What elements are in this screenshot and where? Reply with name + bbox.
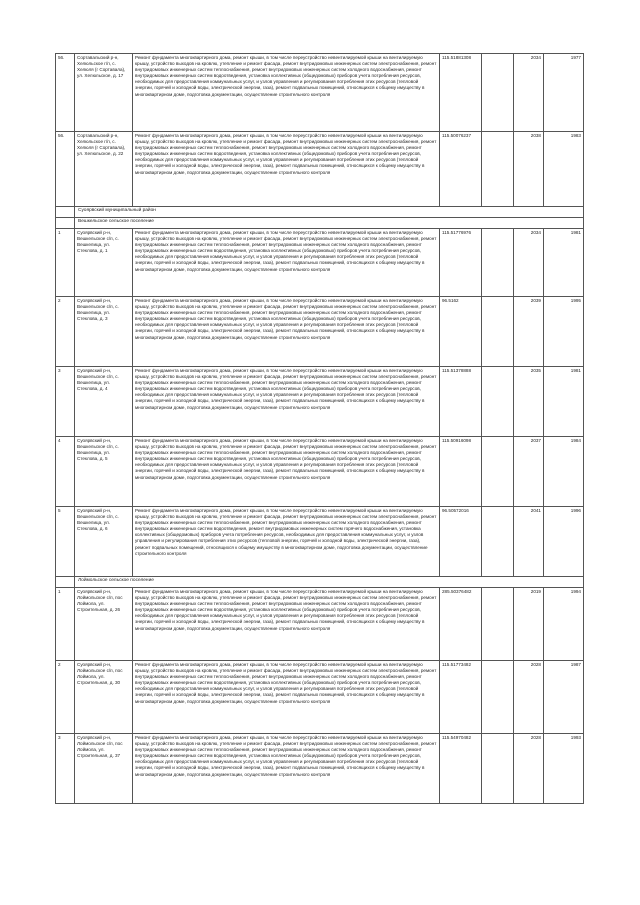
- address-cell: Сортавальский р-н, Хелюльское г/п, с. Хелюля (г Сортавала), ул. Хелюльское, д. 17: [75, 54, 133, 132]
- table-row: [56, 132, 584, 207]
- works-description-cell: Ремонт фундамента многоквартирного дома, ремонт крыши, в том числе переустройство невентилируемой крыши на вентилируемую крышу, устройство выходов на кровлю, утепление и ремонт фасада, ремонт внутридомовых инженерных систем электроснабжения, ремонт внутридомовых инженерных систем теплоснабжения, ремонт внутридомовых инженерных систем холодного водоснабжения, ремонт внутридомовых инженерных систем водоотведения, установка коллективных (общедомовых) приборов учета потребления ресурсов, необходимых для предоставления коммунальных услуг, и узлов управления и регулирования потребления этих ресурсов (тепловой энергии, горячей и холодной воды, электрической энергии, газа), ремонт подвальных помещений, относящихся к общему имуществу в многоквартирном доме, подготовка документации, осуществление строительного контроля: [133, 437, 440, 507]
- section-title: Вешкельское сельское поселение: [75, 218, 584, 229]
- empty-cell: [482, 437, 514, 507]
- row-number: 2: [56, 297, 75, 367]
- works-description-cell: Ремонт фундамента многоквартирного дома, ремонт крыши, в том числе переустройство невентилируемой крыши на вентилируемую крышу, устройство выходов на кровлю, утепление и ремонт фасада, ремонт внутридомовых инженерных систем электроснабжения, ремонт внутридомовых инженерных систем теплоснабжения, ремонт внутридомовых инженерных систем холодного водоснабжения, ремонт внутридомовых инженерных систем водоотведения, ремонт внутридомовых инженерных систем горячего водоснабжения, установка коллективных (общедомовых) приборов учета потребления ресурсов, необходимых для предоставления коммунальных услуг, и узлов управления и регулирования потребления этих ресурсов (тепловой энергии, горячей и холодной воды, электрической энергии, газа), ремонт подвальных помещений, относящихся к общему имуществу в многоквартирном доме, подготовка документации, осуществление строительного контроля: [133, 507, 440, 577]
- row-number: 3: [56, 367, 75, 437]
- table-row: [56, 588, 584, 661]
- address-cell: Сортавальский р-н, Хелюльское г/п, с. Хелюля (г Сортавала), ул. Хелюльское, д. 22: [75, 132, 133, 207]
- address-cell: Суоярвский р-н, Лоймольское с/п, пос Лоймола, ул. Строительная, д. 30: [75, 661, 133, 734]
- build-year-cell: 1995: [544, 297, 584, 367]
- row-number: 5: [56, 507, 75, 577]
- address-cell: Суоярвский р-н, Вешкельское с/п, с. Вешкелица, ул. Стеклова, д. 1: [75, 229, 133, 297]
- cost-cell: 115.50076237: [440, 132, 482, 207]
- build-year-cell: 1984: [544, 437, 584, 507]
- planned-year-cell: 2028: [514, 734, 544, 804]
- section-row: [56, 207, 584, 218]
- address-cell: Суоярвский р-н, Вешкельское с/п, с. Вешкелица, ул. Стеклова, д. 5: [75, 437, 133, 507]
- cost-cell: 285.50376482: [440, 588, 482, 661]
- table-row: [56, 297, 584, 367]
- works-description-cell: Ремонт фундамента многоквартирного дома, ремонт крыши, в том числе переустройство невентилируемой крыши на вентилируемую крышу, устройство выходов на кровлю, утепление и ремонт фасада, ремонт внутридомовых инженерных систем электроснабжения, ремонт внутридомовых инженерных систем теплоснабжения, ремонт внутридомовых инженерных систем холодного водоснабжения, ремонт внутридомовых инженерных систем водоотведения, установка коллективных (общедомовых) приборов учета потребления ресурсов, необходимых для предоставления коммунальных услуг, и узлов управления и регулирования потребления этих ресурсов (тепловой энергии, горячей и холодной воды, электрической энергии, газа), ремонт подвальных помещений, относящихся к общему имуществу в многоквартирном доме, подготовка документации, осуществление строительного контроля: [133, 367, 440, 437]
- section-title: Лоймольское сельское поселение: [75, 577, 584, 588]
- table-row: [56, 661, 584, 734]
- planned-year-cell: 2019: [514, 588, 544, 661]
- table-row: [56, 229, 584, 297]
- works-description-cell: Ремонт фундамента многоквартирного дома, ремонт крыши, в том числе переустройство невентилируемой крыши на вентилируемую крышу, устройство выходов на кровлю, утепление и ремонт фасада, ремонт внутридомовых инженерных систем электроснабжения, ремонт внутридомовых инженерных систем теплоснабжения, ремонт внутридомовых инженерных систем холодного водоснабжения, ремонт внутридомовых инженерных систем водоотведения, установка коллективных (общедомовых) приборов учета потребления ресурсов, необходимых для предоставления коммунальных услуг, и узлов управления и регулирования потребления этих ресурсов (тепловой энергии, горячей и холодной воды, электрической энергии, газа), ремонт подвальных помещений, относящихся к общему имуществу в многоквартирном доме, подготовка документации, осуществление строительного контроля: [133, 229, 440, 297]
- section-number-cell: [56, 207, 75, 218]
- cost-cell: 115.54970482: [440, 734, 482, 804]
- row-number: 2: [56, 661, 75, 734]
- works-description-cell: Ремонт фундамента многоквартирного дома, ремонт крыши, в том числе переустройство невентилируемой крыши на вентилируемую крышу, устройство выходов на кровлю, утепление и ремонт фасада, ремонт внутридомовых инженерных систем электроснабжения, ремонт внутридомовых инженерных систем теплоснабжения, ремонт внутридомовых инженерных систем холодного водоснабжения, ремонт внутридомовых инженерных систем водоотведения, установка коллективных (общедомовых) приборов учета потребления ресурсов, необходимых для предоставления коммунальных услуг, и узлов управления и регулирования потребления этих ресурсов (тепловой энергии, горячей и холодной воды, электрической энергии, газа), ремонт подвальных помещений, относящихся к общему имуществу в многоквартирном доме, подготовка документации, осуществление строительного контроля: [133, 661, 440, 734]
- capital-repair-table: [55, 53, 584, 804]
- works-description-cell: Ремонт фундамента многоквартирного дома, ремонт крыши, в том числе переустройство невентилируемой крыши на вентилируемую крышу, устройство выходов на кровлю, утепление и ремонт фасада, ремонт внутридомовых инженерных систем электроснабжения, ремонт внутридомовых инженерных систем теплоснабжения, ремонт внутридомовых инженерных систем холодного водоснабжения, ремонт внутридомовых инженерных систем водоотведения, установка коллективных (общедомовых) приборов учета потребления ресурсов, необходимых для предоставления коммунальных услуг, и узлов управления и регулирования потребления этих ресурсов (тепловой энергии, горячей и холодной воды, электрической энергии, газа), ремонт подвальных помещений, относящихся к общему имуществу в многоквартирном доме, подготовка документации, осуществление строительного контроля: [133, 132, 440, 207]
- section-title: Суоярвский муниципальный район: [75, 207, 584, 218]
- table-row: [56, 54, 584, 132]
- build-year-cell: 1977: [544, 54, 584, 132]
- build-year-cell: 1981: [544, 229, 584, 297]
- works-description-cell: Ремонт фундамента многоквартирного дома, ремонт крыши, в том числе переустройство невентилируемой крыши на вентилируемую крышу, устройство выходов на кровлю, утепление и ремонт фасада, ремонт внутридомовых инженерных систем электроснабжения, ремонт внутридомовых инженерных систем теплоснабжения, ремонт внутридомовых инженерных систем холодного водоснабжения, ремонт внутридомовых инженерных систем водоотведения, установка коллективных (общедомовых) приборов учета потребления ресурсов, необходимых для предоставления коммунальных услуг, и узлов управления и регулирования потребления этих ресурсов (тепловой энергии, горячей и холодной воды, электрической энергии, газа), ремонт подвальных помещений, относящихся к общему имуществу в многоквартирном доме, подготовка документации, осуществление строительного контроля: [133, 734, 440, 804]
- build-year-cell: 1983: [544, 132, 584, 207]
- empty-cell: [482, 297, 514, 367]
- empty-cell: [482, 661, 514, 734]
- planned-year-cell: 2028: [514, 661, 544, 734]
- planned-year-cell: 2041: [514, 507, 544, 577]
- cost-cell: 115.50916098: [440, 437, 482, 507]
- planned-year-cell: 2037: [514, 437, 544, 507]
- cost-cell: 115.51881308: [440, 54, 482, 132]
- cost-cell: 115.51776976: [440, 229, 482, 297]
- empty-cell: [482, 507, 514, 577]
- address-cell: Суоярвский р-н, Лоймольское с/п, пос Лоймола, ул. Строительная, д. 37: [75, 734, 133, 804]
- address-cell: Суоярвский р-н, Вешкельское с/п, с. Вешкелица, ул. Стеклова, д. 6: [75, 507, 133, 577]
- planned-year-cell: 2039: [514, 297, 544, 367]
- table-row: [56, 367, 584, 437]
- build-year-cell: 1994: [544, 588, 584, 661]
- empty-cell: [482, 229, 514, 297]
- cost-cell: 115.51378888: [440, 367, 482, 437]
- works-description-cell: Ремонт фундамента многоквартирного дома, ремонт крыши, в том числе переустройство невентилируемой крыши на вентилируемую крышу, устройство выходов на кровлю, утепление и ремонт фасада, ремонт внутридомовых инженерных систем электроснабжения, ремонт внутридомовых инженерных систем теплоснабжения, ремонт внутридомовых инженерных систем холодного водоснабжения, ремонт внутридомовых инженерных систем водоотведения, установка коллективных (общедомовых) приборов учета потребления ресурсов, необходимых для предоставления коммунальных услуг, и узлов управления и регулирования потребления этих ресурсов (тепловой энергии, горячей и холодной воды, электрической энергии, газа), ремонт подвальных помещений, относящихся к общему имуществу в многоквартирном доме, подготовка документации, осуществление строительного контроля: [133, 54, 440, 132]
- planned-year-cell: 2034: [514, 229, 544, 297]
- row-number: 56.: [56, 54, 75, 132]
- empty-cell: [482, 132, 514, 207]
- section-number-cell: [56, 218, 75, 229]
- row-number: 4: [56, 437, 75, 507]
- empty-cell: [482, 54, 514, 132]
- empty-cell: [482, 367, 514, 437]
- row-number: 1: [56, 229, 75, 297]
- row-number: 56.: [56, 132, 75, 207]
- row-number: 1: [56, 588, 75, 661]
- table-row: [56, 734, 584, 804]
- planned-year-cell: 2038: [514, 132, 544, 207]
- build-year-cell: 1987: [544, 661, 584, 734]
- section-number-cell: [56, 577, 75, 588]
- empty-cell: [482, 734, 514, 804]
- planned-year-cell: 2034: [514, 54, 544, 132]
- build-year-cell: 1993: [544, 734, 584, 804]
- works-description-cell: Ремонт фундамента многоквартирного дома, ремонт крыши, в том числе переустройство невентилируемой крыши на вентилируемую крышу, устройство выходов на кровлю, утепление и ремонт фасада, ремонт внутридомовых инженерных систем электроснабжения, ремонт внутридомовых инженерных систем теплоснабжения, ремонт внутридомовых инженерных систем холодного водоснабжения, ремонт внутридомовых инженерных систем водоотведения, установка коллективных (общедомовых) приборов учета потребления ресурсов, необходимых для предоставления коммунальных услуг, и узлов управления и регулирования потребления этих ресурсов (тепловой энергии, горячей и холодной воды, электрической энергии, газа), ремонт подвальных помещений, относящихся к общему имуществу в многоквартирном доме, подготовка документации, осуществление строительного контроля: [133, 588, 440, 661]
- section-row: [56, 218, 584, 229]
- address-cell: Суоярвский р-н, Вешкельское с/п, с. Вешкелица, ул. Стеклова, д. 3: [75, 297, 133, 367]
- build-year-cell: 1981: [544, 367, 584, 437]
- address-cell: Суоярвский р-н, Лоймольское с/п, пос Лоймола, ул. Строительная, д. 26: [75, 588, 133, 661]
- cost-cell: 96.5162: [440, 297, 482, 367]
- section-row: [56, 577, 584, 588]
- address-cell: Суоярвский р-н, Вешкельское с/п, с. Вешкелица, ул. Стеклова, д. 4: [75, 367, 133, 437]
- cost-cell: 115.51773482: [440, 661, 482, 734]
- row-number: 3: [56, 734, 75, 804]
- table-row: [56, 437, 584, 507]
- planned-year-cell: 2035: [514, 367, 544, 437]
- table-row: [56, 507, 584, 577]
- works-description-cell: Ремонт фундамента многоквартирного дома, ремонт крыши, в том числе переустройство невентилируемой крыши на вентилируемую крышу, устройство выходов на кровлю, утепление и ремонт фасада, ремонт внутридомовых инженерных систем электроснабжения, ремонт внутридомовых инженерных систем теплоснабжения, ремонт внутридомовых инженерных систем холодного водоснабжения, ремонт внутридомовых инженерных систем водоотведения, установка коллективных (общедомовых) приборов учета потребления ресурсов, необходимых для предоставления коммунальных услуг, и узлов управления и регулирования потребления этих ресурсов (тепловой энергии, горячей и холодной воды, электрической энергии, газа), ремонт подвальных помещений, относящихся к общему имуществу в многоквартирном доме, подготовка документации, осуществление строительного контроля: [133, 297, 440, 367]
- cost-cell: 96.50572016: [440, 507, 482, 577]
- build-year-cell: 1996: [544, 507, 584, 577]
- empty-cell: [482, 588, 514, 661]
